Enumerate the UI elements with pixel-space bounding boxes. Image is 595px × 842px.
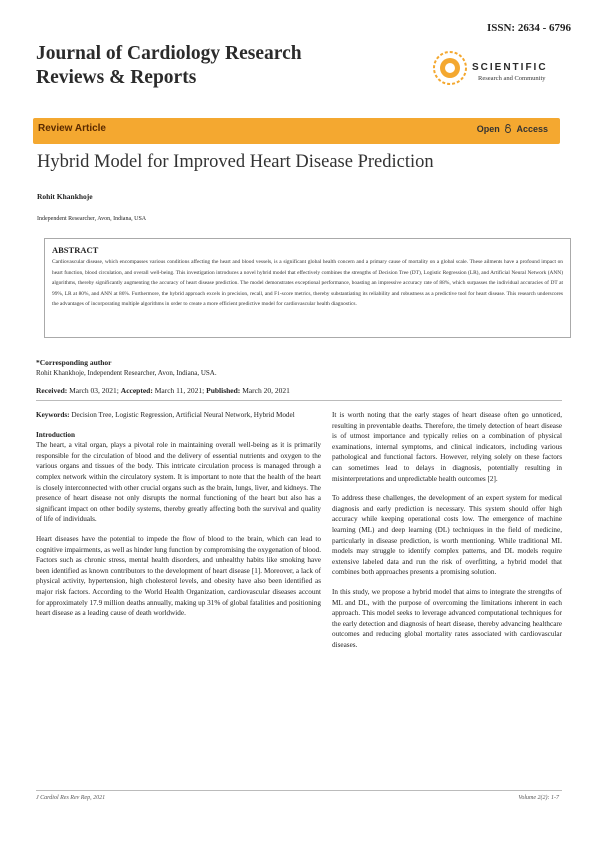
author-name: Rohit Khankhoje bbox=[37, 192, 93, 201]
published-label: Published: bbox=[206, 386, 241, 395]
footer-citation: J Cardiol Res Rev Rep, 2021 bbox=[36, 795, 106, 801]
access-label: Access bbox=[516, 124, 548, 134]
accepted-date: March 11, 2021; bbox=[154, 386, 205, 395]
body-paragraph: To address these challenges, the development of an expert system for medical diagnosis and early prediction is necessary. This system should offer high accuracy while keeping operational costs low. The emergence of machine learning (ML) and deep learning (DL) techniques in the field of medicine, particularly in disease prediction, is worth mentioning. While traditional ML models may struggle to identify complex patterns, and DL models require extensive labeled data and run the risk of overfitting, a hybrid model that combines both approaches presents a promising solution. bbox=[332, 494, 562, 577]
right-column bbox=[332, 410, 562, 659]
abstract-text: Cardiovascular disease, which encompasses various conditions affecting the heart and blood vessels, is a significant global health concern and a primary cause of mortality on a global scale. These ailments have a profound impact on heart function, blood circulation, and overall well-being. This investigation introduces a novel hybrid model that effectively combines the strengths of Decision Tree (DT), Logistic Regression (LR), and Artificial Neural Network (ANN) algorithms, thereby significantly augmenting the accuracy of heart disease prediction. The model demonstrates exceptional performance, boasting an impressive accuracy rate of 88%, which surpasses the individual accuracies of DT at 99%, LR at 80%, and ANN at 86%. Furthermore, the hybrid approach excels in precision, recall, and F1-score metrics, thereby substantiating its reliability and robustness as a predictive tool for heart disease. This research underscores the advantages of incorporating multiple algorithms in order to create a more efficient predictive model for cardiovascular health diagnostics. bbox=[52, 259, 563, 307]
sunburst-logo-icon bbox=[432, 50, 468, 86]
journal-title-line2: Reviews & Reports bbox=[36, 67, 197, 88]
footer-divider bbox=[36, 790, 562, 791]
footer-volume: Volume 2(2): 1-7 bbox=[518, 795, 559, 801]
article-title: Hybrid Model for Improved Heart Disease Prediction bbox=[37, 152, 434, 172]
received-label: Received: bbox=[36, 386, 68, 395]
article-type-label: Review Article bbox=[38, 123, 106, 134]
journal-title-line1: Journal of Cardiology Research bbox=[36, 43, 302, 64]
published-date: March 20, 2021 bbox=[242, 386, 290, 395]
body-paragraph: Heart diseases have the potential to impede the flow of blood to the brain, which can lead to cognitive impairments, as well as hinder lung function by compromising the oxygenation of blood. Factors such as chronic stress, mental health disorders, and unhealthy habits like smoking have been identified as known contributors to the development of heart disease [1]. Moreover, a lack of physical activity, hypertension, high cholesterol levels, and obesity have also been identified as major risk factors. According to the World Health Organization, cardiovascular diseases account for approximately 17.9 million deaths annually, making up 31% of global fatalities and positioning heart disease as a leading cause of death worldwide. bbox=[36, 534, 321, 618]
abstract-box bbox=[44, 238, 571, 338]
received-date: March 03, 2021; bbox=[69, 386, 119, 395]
keywords-list: Decision Tree, Logistic Regression, Artificial Neural Network, Hybrid Model bbox=[71, 411, 295, 419]
article-type-banner bbox=[33, 118, 560, 144]
open-access-badge bbox=[477, 124, 548, 134]
introduction-section bbox=[36, 430, 321, 525]
issn-number: ISSN: 2634 - 6796 bbox=[486, 22, 571, 34]
logo-wordmark: SCIENTIFIC bbox=[472, 62, 548, 73]
article-dates bbox=[36, 386, 290, 395]
section-divider bbox=[36, 400, 562, 401]
publisher-logo bbox=[432, 50, 562, 90]
author-affiliation: Independent Researcher, Avon, Indiana, USA bbox=[37, 216, 147, 222]
keywords-paragraph bbox=[36, 410, 321, 421]
body-paragraph: The heart, a vital organ, plays a pivotal role in maintaining overall well-being as it is primarily responsible for the circulation of blood and the delivery of essential nutrients and oxygen to the various organs and tissues of the body. This intricate circulation process is managed through a complex network within the circulatory system. It is important to note that the health of the heart is closely interconnected with other crucial organs such as the brain, lungs, liver, and kidneys. The presence of heart disease not only disrupts the normal functioning of the heart but also has a significant impact on other bodily systems, thereby greatly affecting both the survival and quality of life of individuals. bbox=[36, 441, 321, 524]
body-paragraph: In this study, we propose a hybrid model that aims to integrate the strengths of ML and DL, with the purpose of overcoming the limitations inherent in each approach. This model seeks to leverage advanced computational techniques for the early detection and diagnosis of heart disease, thereby advancing healthcare outcomes and reducing global mortality rates associated with cardiovascular diseases. bbox=[332, 587, 562, 649]
introduction-heading: Introduction bbox=[36, 430, 76, 439]
journal-title bbox=[36, 42, 366, 90]
abstract-heading: ABSTRACT bbox=[52, 245, 99, 255]
logo-subtitle: Research and Community bbox=[478, 75, 546, 82]
left-column bbox=[36, 410, 321, 628]
corresponding-author-text: Rohit Khankhoje, Independent Researcher, Avon, Indiana, USA. bbox=[36, 369, 217, 377]
accepted-label: Accepted: bbox=[120, 386, 153, 395]
open-label: Open bbox=[476, 124, 500, 134]
corresponding-author-heading: *Corresponding author bbox=[36, 358, 112, 367]
body-paragraph: It is worth noting that the early stages of heart disease often go unnoticed, resulting in preventable deaths. Therefore, the timely detection of heart disease is of utmost importance and typically relies on a combination of physical examinations, internal symptoms, and clinical indicators, including various pathological and functional factors. However, relying solely on these factors can sometimes lead to delays in diagnosis, potentially resulting in misinterpretations and unpredictable health outcomes [2]. bbox=[332, 411, 562, 483]
keywords-label: Keywords: bbox=[36, 411, 70, 419]
open-lock-icon bbox=[504, 124, 512, 133]
